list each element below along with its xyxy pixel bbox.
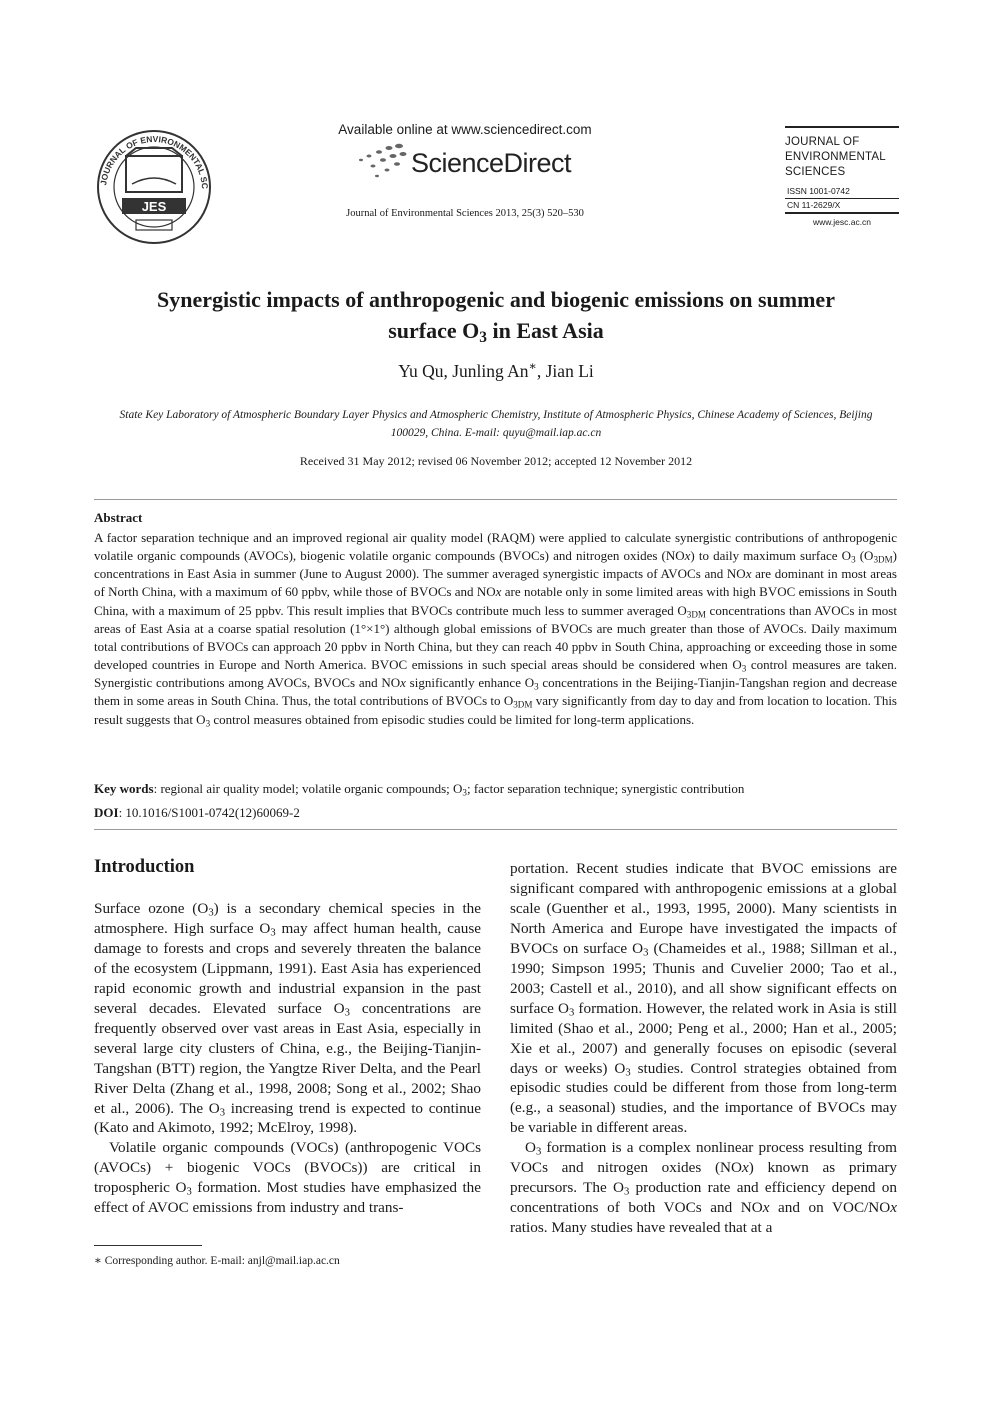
footnote-rule bbox=[94, 1245, 202, 1246]
divider bbox=[94, 499, 897, 500]
authors bbox=[92, 361, 900, 382]
journal-title bbox=[785, 135, 899, 180]
journal-cn: CN 11-2629/X bbox=[787, 200, 841, 210]
section-heading-introduction: Introduction bbox=[94, 857, 195, 877]
journal-box-bottom-rule bbox=[785, 212, 899, 214]
journal-url: www.jesc.ac.cn bbox=[812, 217, 872, 227]
sciencedirect-dots-icon bbox=[355, 142, 411, 184]
corresponding-mark: ∗ bbox=[528, 359, 537, 374]
journal-title-line: JOURNAL OF bbox=[785, 136, 860, 148]
journal-box-top-rule bbox=[785, 126, 899, 128]
doi bbox=[94, 805, 897, 821]
journal-title-line: ENVIRONMENTAL bbox=[785, 151, 886, 163]
authors-text: Yu Qu, Junling An bbox=[398, 361, 529, 381]
title-line-2 bbox=[92, 315, 900, 346]
keywords-text: : regional air quality model; volatile organic compounds; O bbox=[153, 781, 463, 796]
svg-text:JOURNAL OF ENVIRONMENTAL SCIEN bbox=[92, 128, 210, 189]
keywords-subscript: 3 bbox=[462, 787, 467, 798]
sciencedirect-logo bbox=[355, 142, 585, 184]
journal-logo bbox=[92, 128, 216, 246]
footnote: ∗ Corresponding author. E-mail: anjl@mail.iap.ac.cn bbox=[94, 1255, 340, 1267]
journal-issn: ISSN 1001-0742 bbox=[787, 186, 850, 196]
authors-text: , Jian Li bbox=[536, 361, 594, 381]
journal-title-line: SCIENCES bbox=[785, 166, 846, 178]
received-dates: Received 31 May 2012; revised 06 November 2012; accepted 12 November 2012 bbox=[299, 454, 693, 468]
abstract-heading: Abstract bbox=[94, 510, 143, 525]
divider bbox=[94, 829, 897, 830]
journal-info-box bbox=[785, 126, 899, 227]
keywords bbox=[94, 781, 897, 797]
logo-ring-text: JOURNAL OF ENVIRONMENTAL SC bbox=[98, 133, 211, 190]
journal-box-divider bbox=[785, 198, 899, 199]
paragraph: $O_3$ formation is a complex nonlinear process resulting from VOCs and nitrogen oxides (NOx) known as primary precursors. The $O_3$ production rate and efficiency depend on concentrations of both VOCs and NOx and on VOC/NOx ratios. Many studies have revealed that at a bbox=[510, 1139, 897, 1237]
paragraph: Volatile organic compounds (VOCs) (anthropogenic VOCs (AVOCs) + biogenic VOCs (BVOCs)) are critical in tropospheric $O_3$ formation. Most studies have emphasized the effect of AVOC emissions from industry and trans- bbox=[94, 1139, 482, 1217]
logo-abbrev: JES bbox=[141, 199, 167, 214]
title-text: surface O bbox=[388, 318, 480, 343]
available-online-text: Available online at www.sciencedirect.com bbox=[338, 122, 592, 137]
paragraph: portation. Recent studies indicate that BVOC emissions are significant compared with anthropogenic emissions at a global scale (Guenther et al., 1993, 1995, 2000). Many scientists in North America and Europe have investigated the impacts of BVOCs on surface $O_3$ (Chameides et al., 1988; Sillman et al., 1990; Simpson 1995; Thunis and Cuvelier 2000; Tao et al., 2003; Castell et al., 2010), and all show significant effects on surface $O_3$ formation. However, the related work in Asia is still limited (Shao et al., 2000; Peng et al., 2000; Han et al., 2005; Xie et al., 2007) and generally focuses on episodic (several days or weeks) $O_3$ studies. Control strategies obtained from episodic studies could be different from those from long-term (e.g., a seasonal) studies, and the importance of BVOCs may be variable in different areas. bbox=[510, 860, 897, 1137]
doi-value: : 10.1016/S1001-0742(12)60069-2 bbox=[118, 805, 300, 820]
title-text: in East Asia bbox=[486, 318, 604, 343]
abstract-text: A factor separation technique and an improved regional air quality model (RAQM) were applied to calculate synergistic contributions of anthropogenic volatile organic compounds (AVOCs), biogenic volatile organic compounds (BVOCs) and nitrogen oxides (NOx) to daily maximum surface $O_3$ $(O_{3DM})$ concentrations in East Asia in summer (June to August 2000). The summer averaged synergistic impacts of AVOCs and NOx are dominant in most areas of North China, with a maximum of 60 ppbv, while those of BVOCs and NOx are notable only in some limited areas with high BVOC emissions in South China, with a maximum of 25 ppbv. This result implies that BVOCs contribute much less to summer averaged $O_{3DM}$ concentrations than AVOCs in most areas of East Asia at a coarse spatial resolution (1°×1°) although global emissions of BVOCs are much greater than those of AVOCs. Daily maximum total contributions of BVOCs can approach 20 ppbv in North China, but they can reach 40 ppbv in South China, approaching or exceeding those in some developed countries in Europe and North America. BVOC emissions in such special areas should be considered when $O_3$ control measures are taken. Synergistic contributions among AVOCs, BVOCs and NOx significantly enhance $O_3$ concentrations in the Beijing-Tianjin-Tangshan region and decrease them in some areas in South China. Thus, the total contributions of BVOCs to $O_{3DM}$ vary significantly from day to day and from location to location. This result suggests that $O_3$ control measures obtained from episodic studies could be limited for long-term applications. bbox=[94, 530, 898, 728]
affiliation: State Key Laboratory of Atmospheric Boundary Layer Physics and Atmospheric Chemistry, Institute of Atmospheric Physics, Chinese Academy of Sciences, Beijing 100029, China. E-mail: quyu@mail.iap.ac.cn bbox=[119, 409, 873, 439]
title-line-1: Synergistic impacts of anthropogenic and biogenic emissions on summer bbox=[157, 287, 835, 312]
journal-citation: Journal of Environmental Sciences 2013, 25(3) 520–530 bbox=[346, 208, 584, 219]
article-title bbox=[92, 284, 900, 346]
keywords-label: Key words bbox=[94, 781, 154, 796]
paragraph: Surface ozone $(O_3)$ is a secondary chemical species in the atmosphere. High surface $O_3$ may affect human health, cause damage to forests and crops and severely threaten the balance of the ecosystem (Lippmann, 1991). East Asia has experienced rapid economic growth and industrial expansion in the past several decades. Elevated surface $O_3$ concentrations are frequently observed over vast areas in East Asia, especially in several large city clusters of China, e.g., the Beijing-Tianjin-Tangshan (BTT) region, the Yangtze River Delta, and the Pearl River Delta (Zhang et al., 1998, 2008; Song et al., 2002; Shao et al., 2006). The $O_3$ increasing trend is expected to continue (Kato and Akimoto, 1992; McElroy, 1998). bbox=[94, 900, 482, 1137]
left-column bbox=[94, 899, 481, 1218]
doi-label: DOI bbox=[94, 805, 119, 820]
title-subscript: 3 bbox=[479, 328, 487, 346]
right-column bbox=[510, 859, 897, 1238]
sciencedirect-wordmark: ScienceDirect bbox=[411, 148, 572, 178]
keywords-text: ; factor separation technique; synergistic contribution bbox=[466, 781, 745, 796]
